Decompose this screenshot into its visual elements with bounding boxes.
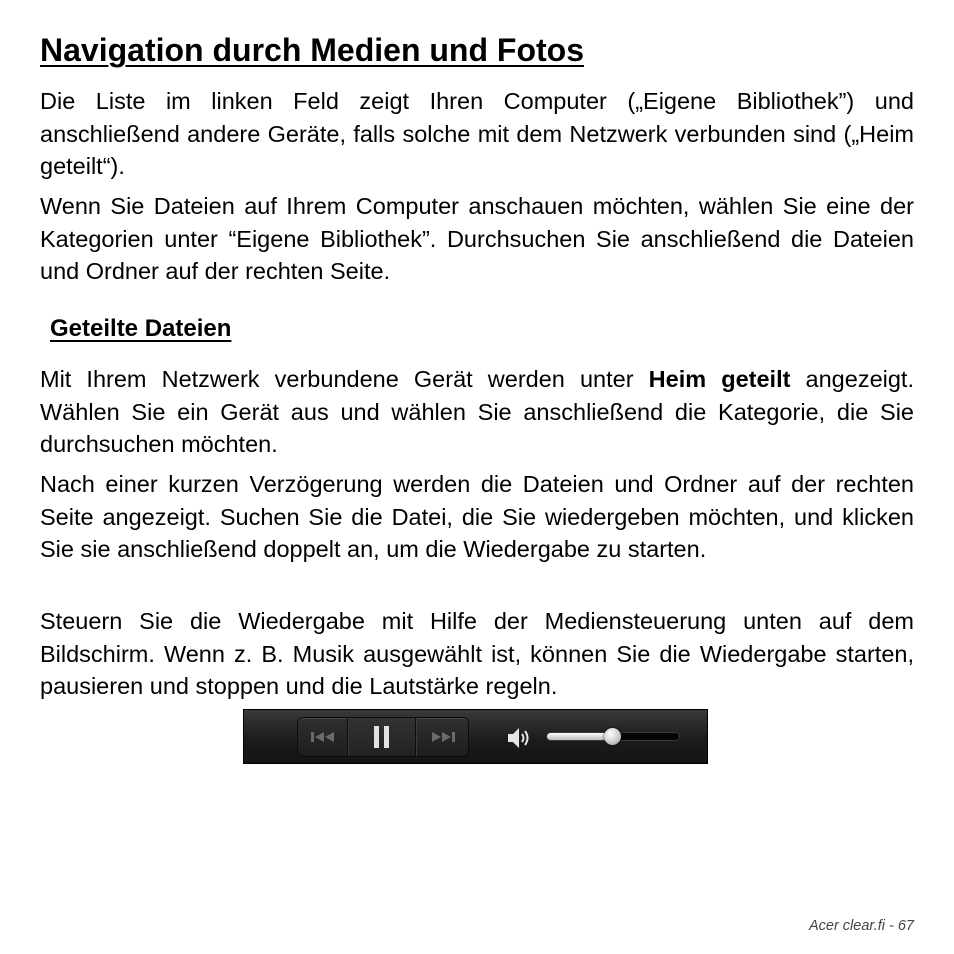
- media-control-bar: [243, 709, 708, 764]
- pause-icon: [373, 726, 391, 748]
- media-control-paragraph: Steuern Sie die Wiedergabe mit Hilfe der Mediensteuerung unten auf dem Bildschirm. Wenn z. B. Musik ausgewählt ist, können Sie die Wiedergabe starten, pausieren und stoppen und die Lautstärke regeln.: [40, 608, 914, 699]
- library-paragraph: Wenn Sie Dateien auf Ihrem Computer anschauen möchten, wählen Sie eine der Kategorien unter “Eigene Bibliothek”. Durchsuchen Sie anschließend die Dateien und Ordner auf der rechten Seite.: [40, 193, 914, 284]
- bold-term: Heim geteilt: [648, 366, 791, 392]
- next-track-icon: [429, 731, 457, 743]
- files-paragraph: Nach einer kurzen Verzögerung werden die Dateien und Ordner auf der rechten Seite angezeigt. Suchen Sie die Datei, die Sie wiedergeben möchten, und klicken Sie sie anschließend doppelt an, um die Wiedergabe zu starten.: [40, 471, 914, 562]
- section-title: Geteilte Dateien: [50, 315, 232, 342]
- shared-devices-paragraph: [40, 363, 914, 461]
- previous-track-icon: [309, 731, 337, 743]
- volume-icon[interactable]: [507, 726, 533, 750]
- paragraph-text: Mit Ihrem Netzwerk verbundene Gerät werden unter: [40, 366, 649, 392]
- page-title: Navigation durch Medien und Fotos: [40, 32, 584, 68]
- intro-paragraph: Die Liste im linken Feld zeigt Ihren Computer („Eigene Bibliothek”) und anschließend andere Geräte, falls solche mit dem Netzwerk verbunden sind („Heim geteilt“).: [40, 88, 914, 179]
- paragraph-text: angezeigt. Wählen Sie ein Gerät aus und wählen Sie anschließend die Kategorie, die Sie durchsuchen möchten.: [40, 366, 914, 457]
- next-track-button[interactable]: [416, 718, 468, 756]
- previous-track-button[interactable]: [298, 718, 348, 756]
- volume-slider-thumb[interactable]: [604, 728, 621, 745]
- page-footer: Acer clear.fi - 67: [808, 918, 914, 934]
- volume-slider[interactable]: [546, 732, 680, 741]
- pause-button[interactable]: [348, 718, 416, 756]
- playback-button-group: [297, 717, 469, 757]
